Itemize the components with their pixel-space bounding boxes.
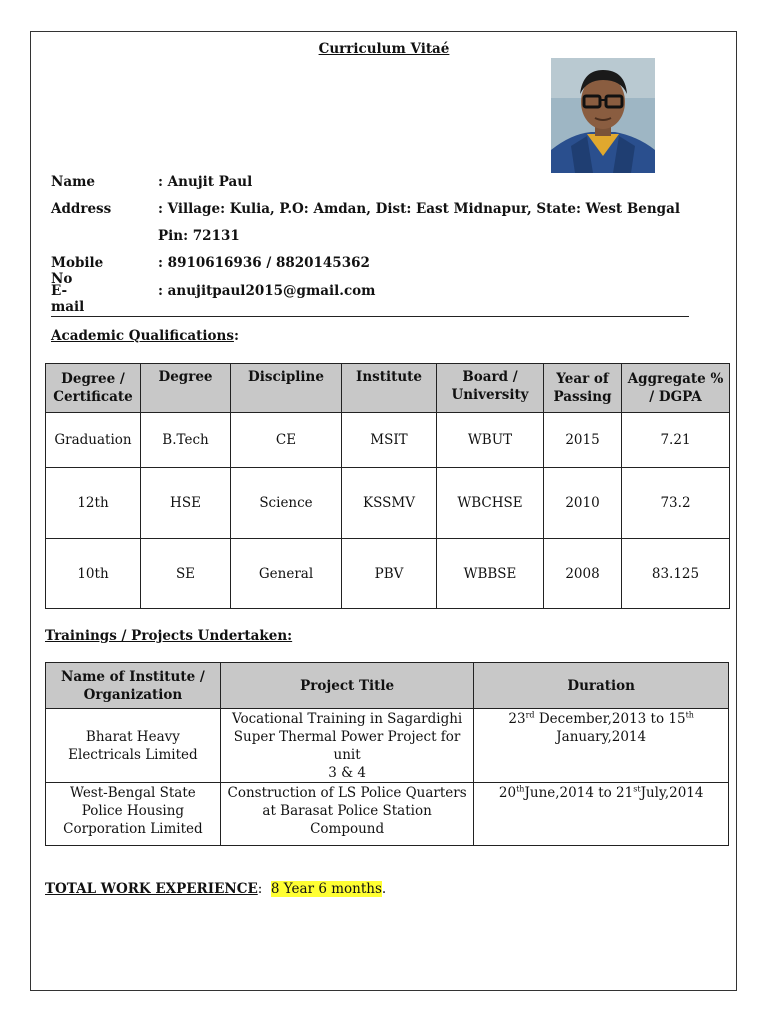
academic-cell: MSIT bbox=[342, 413, 437, 468]
academic-cell: 7.21 bbox=[622, 413, 730, 468]
academic-cell: 2015 bbox=[544, 413, 622, 468]
total-experience-label: TOTAL WORK EXPERIENCE bbox=[45, 881, 258, 897]
duration-sup: rd bbox=[525, 710, 535, 720]
address-pin: Pin: 72131 bbox=[158, 228, 240, 244]
duration-part: 23 bbox=[508, 711, 526, 727]
academic-header-cell: Year of Passing bbox=[544, 364, 622, 413]
academic-row bbox=[46, 413, 730, 468]
address-value: : Village: Kulia, P.O: Amdan, Dist: East Midnapur, State: West Bengal bbox=[158, 201, 680, 217]
trainings-table bbox=[45, 662, 729, 846]
academic-table bbox=[45, 363, 730, 609]
training-title bbox=[220, 709, 474, 783]
academic-cell: 10th bbox=[46, 539, 141, 609]
academic-row bbox=[46, 539, 730, 609]
duration-part: 20 bbox=[498, 785, 517, 801]
trainings-header-cell: Duration bbox=[474, 663, 729, 709]
trainings-header-cell: Name of Institute / Organization bbox=[46, 663, 221, 709]
training-org: Bharat Heavy Electricals Limited bbox=[46, 709, 221, 783]
duration-part: July,2014 bbox=[640, 785, 704, 801]
academic-cell: 73.2 bbox=[622, 468, 730, 539]
divider bbox=[51, 316, 689, 317]
academic-cell: 2008 bbox=[544, 539, 622, 609]
document-title: Curriculum Vitaé bbox=[318, 41, 450, 57]
academic-cell: WBUT bbox=[437, 413, 544, 468]
academic-header-cell: Degree bbox=[141, 364, 231, 413]
training-duration bbox=[474, 783, 729, 846]
total-experience-end: . bbox=[381, 881, 387, 897]
email-label: E-mail bbox=[51, 283, 85, 315]
name-label: Name bbox=[51, 174, 95, 190]
trainings-heading bbox=[45, 628, 292, 644]
training-org: West-Bengal State Police Housing Corporation Limited bbox=[46, 783, 221, 846]
profile-photo bbox=[551, 58, 655, 173]
academic-cell: Graduation bbox=[46, 413, 141, 468]
academic-row bbox=[46, 468, 730, 539]
academic-header-cell: Degree / Certificate bbox=[46, 364, 141, 413]
trainings-header-row bbox=[46, 663, 729, 709]
academic-cell: HSE bbox=[141, 468, 231, 539]
academic-header-cell: Discipline bbox=[231, 364, 342, 413]
email-value: : anujitpaul2015@gmail.com bbox=[158, 283, 376, 299]
academic-header-row bbox=[46, 364, 730, 413]
name-value: : Anujit Paul bbox=[158, 174, 253, 190]
address-label: Address bbox=[51, 201, 112, 217]
academic-cell: CE bbox=[231, 413, 342, 468]
trainings-header-cell: Project Title bbox=[220, 663, 474, 709]
duration-part: January,2014 bbox=[556, 729, 647, 745]
academic-header-cell: Aggregate % / DGPA bbox=[622, 364, 730, 413]
academic-cell: PBV bbox=[342, 539, 437, 609]
trainings-heading-text: Trainings / Projects Undertaken: bbox=[45, 628, 293, 644]
mobile-label: Mobile No bbox=[51, 255, 104, 287]
academic-cell: WBCHSE bbox=[437, 468, 544, 539]
training-title-line2: 3 & 4 bbox=[328, 765, 366, 781]
academic-heading-text: Academic Qualifications bbox=[51, 328, 234, 344]
duration-sup: st bbox=[633, 784, 641, 794]
training-duration bbox=[474, 709, 729, 783]
academic-cell: KSSMV bbox=[342, 468, 437, 539]
duration-part: June,2014 to 21 bbox=[524, 785, 634, 801]
academic-cell: Science bbox=[231, 468, 342, 539]
academic-header-cell: Board / University bbox=[437, 364, 544, 413]
training-title: Construction of LS Police Quarters at Barasat Police Station Compound bbox=[220, 783, 474, 846]
academic-heading bbox=[51, 328, 239, 344]
training-title-text: Vocational Training in Sagardighi Super Thermal Power Project for unit bbox=[231, 711, 463, 763]
duration-sup: th bbox=[685, 710, 694, 720]
trainings-row bbox=[46, 783, 729, 846]
academic-header-cell: Institute bbox=[342, 364, 437, 413]
academic-cell: 12th bbox=[46, 468, 141, 539]
duration-sup: th bbox=[516, 784, 525, 794]
total-experience-colon: : bbox=[257, 881, 263, 897]
academic-cell: General bbox=[231, 539, 342, 609]
academic-cell: 2010 bbox=[544, 468, 622, 539]
duration-part: December,2013 to 15 bbox=[534, 711, 686, 727]
academic-cell: WBBSE bbox=[437, 539, 544, 609]
total-experience bbox=[45, 881, 386, 897]
academic-cell: 83.125 bbox=[622, 539, 730, 609]
total-experience-value: 8 Year 6 months bbox=[270, 881, 382, 897]
academic-cell: B.Tech bbox=[141, 413, 231, 468]
mobile-value: : 8910616936 / 8820145362 bbox=[158, 255, 370, 271]
academic-heading-colon: : bbox=[233, 328, 239, 344]
trainings-row bbox=[46, 709, 729, 783]
academic-cell: SE bbox=[141, 539, 231, 609]
